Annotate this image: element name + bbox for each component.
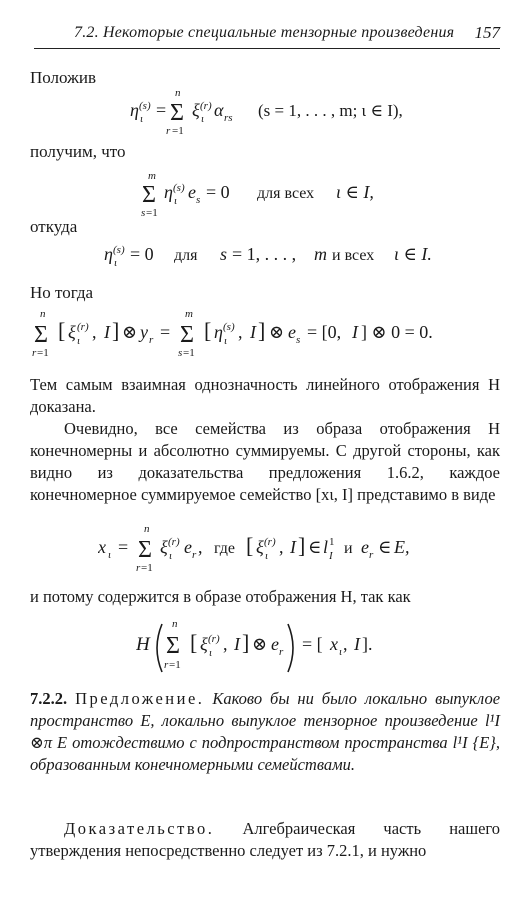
proof-label: Доказательство. — [64, 819, 215, 838]
svg-text:y: y — [140, 322, 148, 342]
formula-1 — [130, 86, 460, 138]
svg-text:ι ∈ I,: ι ∈ I, — [336, 182, 374, 202]
svg-text:ι: ι — [140, 113, 144, 125]
svg-text:I: I — [104, 322, 110, 342]
svg-text:m: m — [148, 170, 156, 182]
svg-text:(r): (r) — [77, 321, 89, 333]
svg-text:(r): (r) — [168, 536, 180, 548]
svg-text:(s = 1, . . . , m; ι ∈ I),: (s = 1, . . . , m; ι ∈ I), — [258, 101, 403, 120]
svg-text:x: x — [98, 537, 106, 557]
svg-text:]: ] — [242, 630, 250, 655]
svg-text:ξ: ξ — [68, 322, 76, 342]
svg-text:r: r — [149, 334, 154, 346]
svg-text:,: , — [198, 537, 203, 557]
proposition-label: Предложение. — [75, 689, 205, 708]
svg-text:=: = — [160, 322, 171, 342]
text-polozhiv: Положив — [30, 68, 96, 87]
svg-text:s: s — [296, 334, 301, 346]
svg-text:= [: = [ — [302, 634, 323, 654]
svg-text:[: [ — [246, 533, 254, 558]
svg-text:= 0: = 0 — [206, 182, 230, 202]
svg-text:r: r — [279, 646, 284, 658]
svg-text:⊗: ⊗ — [122, 322, 138, 342]
svg-text:e: e — [184, 537, 192, 557]
svg-text:⊗: ⊗ — [252, 634, 268, 654]
svg-text:ι ∈ I.: ι ∈ I. — [394, 244, 432, 264]
proof — [30, 818, 500, 862]
svg-text:=1: =1 — [172, 125, 184, 137]
section-title: 7.2. Некоторые специальные тензорные произведения — [74, 24, 455, 41]
formula-6 — [136, 614, 396, 676]
svg-text:(r): (r) — [208, 633, 220, 645]
svg-text:e: e — [188, 182, 196, 202]
svg-text:n: n — [144, 523, 150, 535]
svg-text:m: m — [185, 308, 193, 320]
text-no-togda: Но тогда — [30, 283, 94, 302]
svg-text:=1: =1 — [37, 347, 49, 359]
svg-text:α: α — [214, 100, 224, 120]
svg-text:]: ] — [298, 533, 306, 558]
svg-text:n: n — [172, 618, 178, 630]
svg-text:∈: ∈ — [308, 537, 322, 557]
svg-text:I: I — [354, 634, 360, 654]
proof-text: Алгебраическая часть нашего утверждения непосредственно следует из 7.2.1, и нужно — [30, 819, 500, 860]
svg-text:η: η — [164, 182, 173, 202]
svg-text:для: для — [174, 247, 198, 264]
svg-text:r: r — [192, 549, 197, 561]
svg-text:].: ]. — [362, 634, 373, 654]
svg-text:ι: ι — [108, 549, 112, 561]
svg-text:ι: ι — [77, 335, 81, 347]
svg-text:и всех: и всех — [332, 247, 375, 264]
svg-text:r: r — [166, 125, 171, 137]
svg-text:1: 1 — [329, 536, 335, 548]
svg-text:s: s — [220, 244, 228, 264]
proposition-text: Каково бы ни было локально выпуклое пространство E, локально выпуклое тензорное произведение l¹I ⊗π E отождествимо с подпространством пространства l¹I {E}, образованным конечномерными семействами. — [30, 689, 501, 774]
svg-text:]: ] — [258, 318, 266, 343]
svg-text:[: [ — [190, 630, 198, 655]
paragraph-therefore: и потому содержится в образе отображения H, так как — [30, 587, 411, 606]
svg-text:ξ: ξ — [160, 537, 168, 557]
svg-text:s: s — [178, 347, 183, 359]
svg-text:где: где — [214, 540, 236, 557]
svg-text:e: e — [361, 537, 369, 557]
svg-text:x: x — [330, 634, 338, 654]
svg-text:r: r — [136, 562, 141, 574]
formula-2 — [140, 168, 380, 220]
svg-text:,: , — [279, 537, 284, 557]
svg-text:s: s — [141, 207, 146, 219]
paragraph-injective: Тем самым взаимная однозначность линейного отображения H доказана. — [30, 375, 500, 416]
svg-text:ι: ι — [224, 335, 228, 347]
svg-text:] ⊗ 0 = 0.: ] ⊗ 0 = 0. — [361, 322, 433, 342]
svg-text:Σ: Σ — [180, 322, 194, 348]
svg-text:r: r — [164, 659, 169, 671]
svg-text:η: η — [104, 244, 113, 264]
svg-text:ι: ι — [265, 550, 269, 562]
svg-text:=1: =1 — [183, 347, 195, 359]
svg-text:ξ: ξ — [200, 634, 208, 654]
svg-text:η: η — [214, 322, 223, 342]
formula-4 — [32, 305, 472, 361]
svg-text:ι: ι — [339, 646, 343, 658]
svg-text:Σ: Σ — [34, 322, 48, 348]
svg-text:,: , — [92, 322, 97, 342]
svg-text:ι: ι — [209, 647, 213, 659]
svg-text:(s): (s) — [139, 100, 151, 112]
svg-text:E,: E, — [394, 537, 410, 557]
svg-text:Σ: Σ — [170, 100, 184, 126]
svg-text:I: I — [250, 322, 256, 342]
svg-text:=1: =1 — [141, 562, 153, 574]
svg-text:I: I — [234, 634, 240, 654]
svg-text:s: s — [196, 194, 201, 206]
svg-text:rs: rs — [224, 112, 233, 124]
svg-text:n: n — [175, 87, 181, 99]
formula-3 — [104, 240, 444, 270]
svg-text:ι: ι — [169, 550, 173, 562]
svg-text:⊗: ⊗ — [269, 322, 285, 342]
svg-text:ξ: ξ — [192, 100, 200, 120]
text-otkuda: откуда — [30, 217, 78, 236]
svg-text:I: I — [290, 537, 296, 557]
formula-5 — [98, 522, 438, 578]
svg-text:(s): (s) — [223, 321, 235, 333]
svg-text:Σ: Σ — [166, 633, 180, 659]
svg-text:ξ: ξ — [256, 537, 264, 557]
svg-text:ι: ι — [201, 113, 205, 125]
svg-text:,: , — [238, 322, 243, 342]
svg-text:H: H — [136, 634, 150, 655]
svg-text:=: = — [118, 537, 129, 557]
svg-text:∈: ∈ — [378, 537, 392, 557]
svg-text:η: η — [130, 100, 139, 120]
svg-text:]: ] — [112, 318, 120, 343]
proposition-7-2-2 — [30, 688, 500, 776]
svg-text:,: , — [223, 634, 228, 654]
svg-text:Σ: Σ — [138, 537, 152, 563]
svg-text:для всех: для всех — [257, 185, 315, 202]
svg-text:e: e — [288, 322, 296, 342]
svg-text:l: l — [323, 537, 329, 557]
svg-text:I: I — [352, 322, 358, 342]
svg-text:= 0: = 0 — [130, 244, 154, 264]
svg-text:(s): (s) — [113, 244, 125, 256]
svg-text:I: I — [329, 550, 333, 562]
page-number: 157 — [474, 23, 500, 42]
svg-text:(r): (r) — [264, 536, 276, 548]
svg-text:[: [ — [58, 318, 66, 343]
svg-text:[: [ — [204, 318, 212, 343]
paragraph-obviously: Очевидно, все семейства из образа отображения H конечномерны и абсолютно суммируемы. С другой стороны, как видно из доказательства предложения 1.6.2, каждое конечномерное суммируемое семейство [xι, I] представимо в виде — [30, 419, 500, 504]
proposition-number: 7.2.2. — [30, 689, 68, 708]
svg-text:n: n — [40, 308, 46, 320]
running-header — [34, 18, 500, 49]
text-poluchim: получим, что — [30, 142, 126, 161]
svg-text:= 1, . . . ,: = 1, . . . , — [232, 244, 297, 264]
svg-text:и: и — [344, 540, 353, 557]
svg-text:=: = — [156, 100, 167, 120]
svg-text:ι: ι — [114, 257, 118, 269]
svg-text:=1: =1 — [146, 207, 158, 219]
svg-text:m: m — [314, 244, 327, 264]
svg-text:(s): (s) — [173, 182, 185, 194]
svg-text:r: r — [369, 549, 374, 561]
svg-text:e: e — [271, 634, 279, 654]
svg-text:r: r — [32, 347, 37, 359]
svg-text:(r): (r) — [200, 100, 212, 112]
svg-text:ι: ι — [174, 195, 178, 207]
svg-text:= [0,: = [0, — [307, 322, 342, 342]
svg-text:Σ: Σ — [142, 182, 156, 208]
svg-text:,: , — [343, 634, 348, 654]
svg-text:=1: =1 — [169, 659, 181, 671]
